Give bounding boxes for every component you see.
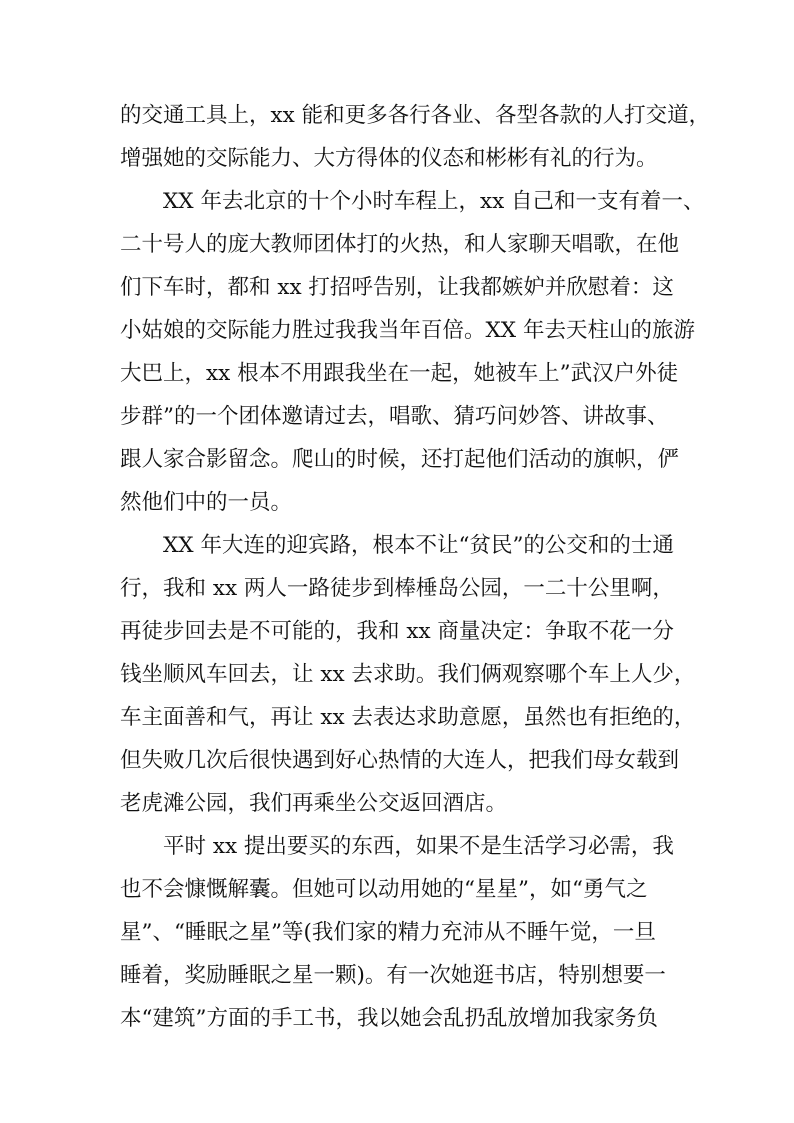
paragraph-2-line-1: XX 年去北京的十个小时车程上，xx 自己和一支有着一、 [163,189,705,214]
paragraph-2-line-2: 二十号人的庞大教师团体打的火热，和人家聊天唱歌，在他 [120,232,680,257]
paragraph-4-line-5: 本“建筑”方面的手工书，我以她会乱扔乱放增加我家务负 [120,1006,658,1031]
paragraph-3-line-6: 但失败几次后很快遇到好心热情的大连人，把我们母女载到 [120,748,680,773]
paragraph-3-line-5: 车主面善和气，再让 xx 去表达求助意愿，虽然也有拒绝的， [120,705,696,730]
paragraph-4-line-3: 星”、“睡眠之星”等(我们家的精力充沛从不睡午觉，一旦 [120,920,656,945]
paragraph-2-line-8: 然他们中的一员。 [120,490,293,515]
paragraph-2-line-5: 大巴上，xx 根本不用跟我坐在一起，她被车上”武汉户外徒 [120,361,679,386]
paragraph-2-line-4: 小姑娘的交际能力胜过我我当年百倍。XX 年去天柱山的旅游 [120,318,695,343]
paragraph-2-line-7: 跟人家合影留念。爬山的时候，还打起他们活动的旗帜，俨 [120,447,680,472]
paragraph-3-line-3: 再徒步回去是不可能的，我和 xx 商量决定：争取不花一分 [120,619,674,644]
paragraph-3-line-7: 老虎滩公园，我们再乘坐公交返回酒店。 [120,791,508,816]
paragraph-4-line-4: 睡着，奖励睡眠之星一颗)。有一次她逛书店，特别想要一 [120,963,666,988]
paragraph-2-line-3: 们下车时，都和 xx 打招呼告别，让我都嫉妒并欣慰着：这 [120,275,674,300]
paragraph-4-line-1: 平时 xx 提出要买的东西，如果不是生活学习必需，我 [163,834,674,859]
paragraph-1-line-1: 的交通工具上，xx 能和更多各行各业、各型各款的人打交道， [120,103,711,128]
paragraph-1-line-2: 增强她的交际能力、大方得体的仪态和彬彬有礼的行为。 [120,146,658,171]
paragraph-2-line-6: 步群”的一个团体邀请过去，唱歌、猜巧问妙答、讲故事、 [120,404,669,429]
paragraph-3-line-1: XX 年大连的迎宾路，根本不让“贫民”的公交和的士通 [163,533,674,558]
paragraph-4-line-2: 也不会慷慨解囊。但她可以动用她的“星星”，如“勇气之 [120,877,648,902]
paragraph-3-line-4: 钱坐顺风车回去，让 xx 去求助。我们俩观察哪个车上人少， [120,662,696,687]
paragraph-3-line-2: 行，我和 xx 两人一路徒步到棒棰岛公园，一二十公里啊， [120,576,674,601]
